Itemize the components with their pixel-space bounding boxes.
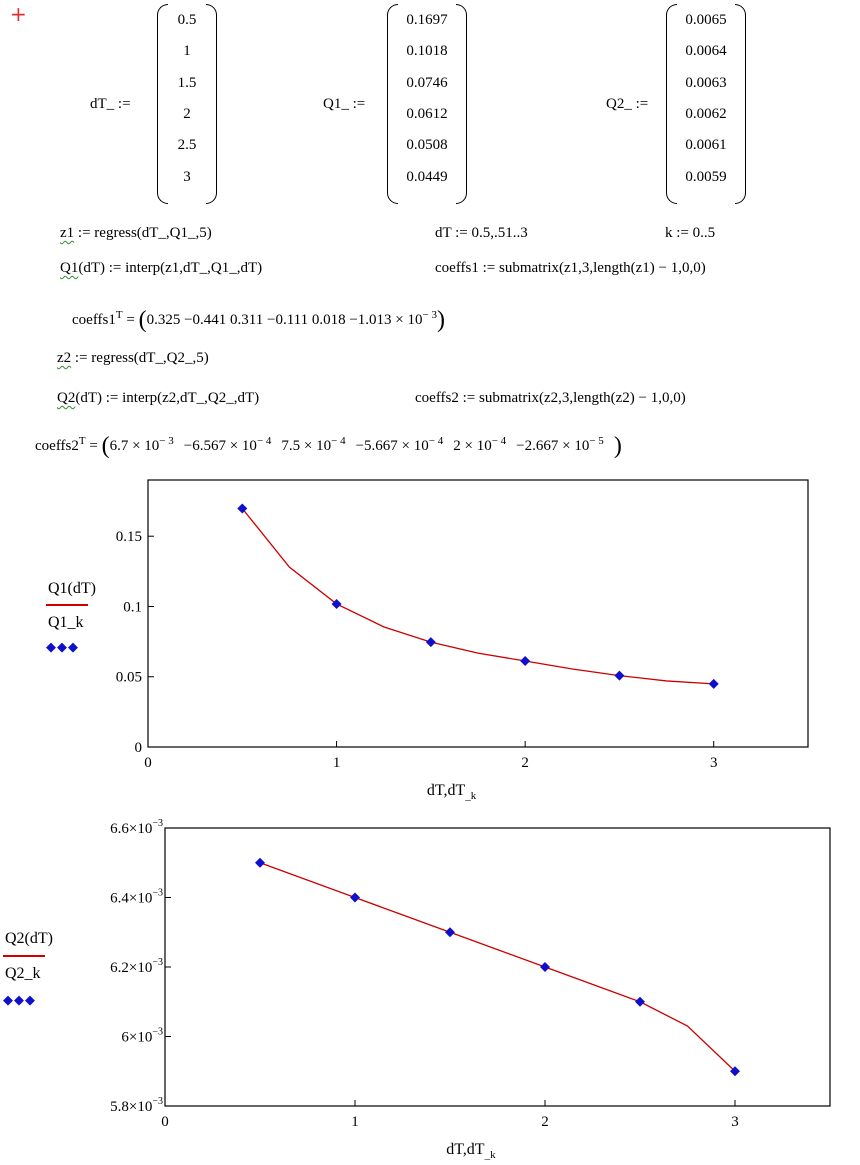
plot-frame: [165, 828, 830, 1106]
x-tick-label: 1: [332, 755, 341, 771]
Q1-vector-label[interactable]: Q1_ :=: [323, 96, 366, 112]
vector-element: 0.0063: [685, 74, 727, 91]
z1-regress-expression[interactable]: z1 := regress(dT_,Q1_,5): [60, 225, 212, 241]
coeffs2-term: $-6.567 \times 10^{- 4}$: [183, 435, 272, 454]
vector-element: 1.5: [177, 74, 197, 91]
k-range-definition[interactable]: k := 0..5: [665, 225, 716, 241]
Q1-plot[interactable]: [90, 470, 850, 815]
coeffs2-transpose-result[interactable]: $coeffs2^T = (6.7 \times 10^{- 3} -6.567 \times 10^{- 4}$ $7.5 \times 10^{- 4} -5.667 \times 10^{- 4}$ $2 \times 10^{- 4} -2.667 \times 10^{- 5}$ ): [35, 433, 622, 459]
plot1-legend-line-label: Q1(dT): [48, 580, 96, 597]
plot2-legend-points-label: Q2_k: [5, 965, 41, 982]
plot1-legend-points-label: Q1_k: [48, 614, 84, 631]
x-tick-label: 3: [709, 755, 718, 771]
plot1-legend-marker-icon: ◆◆◆: [46, 640, 79, 655]
plot-frame: [148, 480, 808, 747]
x-tick-label: 2: [541, 1114, 549, 1130]
y-tick-label: $6.6\times 10^{-3}$: [110, 818, 163, 837]
y-tick-label: $5.8\times 10^{-3}$: [110, 1096, 163, 1115]
y-tick-label: $6.4\times 10^{-3}$: [110, 887, 163, 907]
plot2-legend-line-label: Q2(dT): [5, 930, 53, 947]
vector-element: 0.0061: [685, 137, 727, 154]
vector-element: 2.5: [177, 137, 197, 154]
x-tick-label: 3: [731, 1114, 739, 1130]
vector-element: 0.5: [177, 12, 197, 28]
vector-element: 0.0065: [685, 12, 727, 28]
z2-regress-expression[interactable]: z2 := regress(dT_,Q2_,5): [57, 350, 209, 366]
vector-element: 0.1018: [406, 43, 448, 60]
Q1-interp-expression[interactable]: Q1(dT) := interp(z1,dT_,Q1_,dT): [60, 260, 263, 276]
coeffs1-submatrix-expression[interactable]: coeffs1 := submatrix(z1,3,length(z1) − 1,0,0): [435, 260, 706, 276]
crosshair-cursor-icon: +: [10, 2, 27, 26]
plot1-legend-line-swatch: [46, 604, 88, 606]
coeffs2-term: $7.5 \times 10^{- 4}$: [281, 435, 346, 454]
vector-element: 0.0449: [406, 168, 448, 185]
vector-element: 0.1697: [406, 12, 448, 28]
x-axis-label: $dT,dT_{\_k}$: [426, 782, 477, 802]
dT-range-definition[interactable]: dT := 0.5,.51..3: [435, 225, 528, 241]
vector-element: 0.0612: [406, 106, 448, 122]
vector-element: 0.0059: [685, 168, 727, 185]
plot2-legend-line-swatch: [3, 955, 45, 957]
x-tick-label: 1: [351, 1114, 359, 1130]
y-tick-label: $6\times 10^{-3}$: [121, 1026, 163, 1046]
vector-element: 0.0746: [406, 74, 448, 91]
coeffs2-term: $-2.667 \times 10^{- 5}$: [516, 435, 604, 454]
x-axis-label: $dT,dT_{\_k}$: [446, 1141, 496, 1161]
vector-element: 2: [183, 106, 191, 122]
coeffs2-term: $-5.667 \times 10^{- 4}$: [355, 435, 444, 454]
vector-element: 0.0064: [685, 43, 727, 60]
Q1-vector[interactable]: [387, 4, 467, 204]
x-tick-label: 0: [161, 1114, 169, 1130]
coeffs2-term: $2 \times 10^{- 4}$: [453, 435, 507, 454]
y-tick-label: 0.05: [115, 669, 142, 686]
dT-vector-label[interactable]: dT_ :=: [90, 96, 131, 112]
y-tick-label: 0.15: [115, 529, 142, 546]
vector-element: 3: [183, 168, 191, 185]
vector-element: 1: [183, 43, 191, 60]
Q2-plot[interactable]: [50, 818, 850, 1163]
coeffs2-submatrix-expression[interactable]: coeffs2 := submatrix(z2,3,length(z2) − 1,0,0): [415, 390, 686, 406]
coeffs2-term: $6.7 \times 10^{- 3}$: [109, 435, 174, 454]
Q2-vector-label[interactable]: Q2_ :=: [606, 96, 649, 112]
Q2-vector[interactable]: [666, 4, 746, 204]
x-tick-label: 0: [144, 755, 152, 771]
Q2-interp-expression[interactable]: Q2(dT) := interp(z2,dT_,Q2_,dT): [57, 390, 260, 406]
y-tick-label: 0: [134, 740, 142, 756]
vector-element: 0.0062: [685, 106, 727, 122]
x-tick-label: 2: [521, 755, 529, 771]
plot2-legend-marker-icon: ◆◆◆: [3, 993, 36, 1008]
y-tick-label: $6.2\times 10^{-3}$: [110, 957, 163, 976]
y-tick-label: 0.1: [123, 599, 142, 616]
coeffs1-transpose-result[interactable]: $coeffs1^T = (0.325 -0.441$ 0.311 −0.111 $0.018 -1.013 \times 10^{- 3}$): [72, 307, 445, 333]
vector-element: 0.0508: [406, 137, 448, 154]
dT-vector[interactable]: [157, 4, 217, 204]
